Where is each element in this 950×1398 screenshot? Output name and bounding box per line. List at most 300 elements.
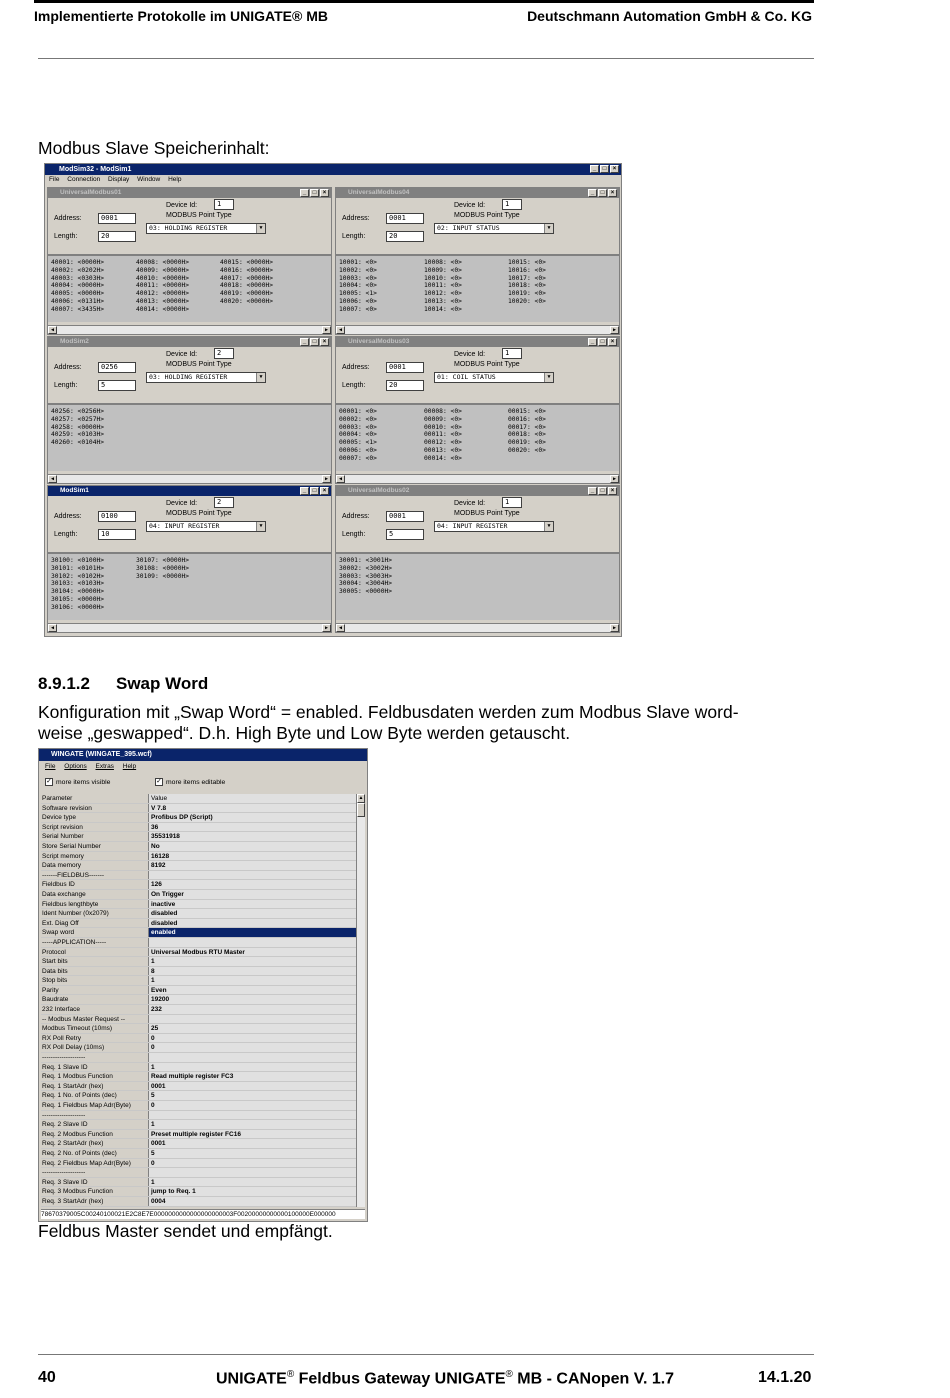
length-field[interactable]: 10 bbox=[98, 529, 136, 540]
point-type-select[interactable] bbox=[146, 372, 266, 383]
modsim-subwindow bbox=[47, 485, 332, 633]
parameter-name: -----APPLICATION----- bbox=[41, 938, 149, 947]
register-column: 30001: <3001H> 30002: <3002H> 30003: <3003H> 30004: <3004H> 30005: <0000H> bbox=[339, 557, 393, 596]
close-button[interactable]: × bbox=[608, 487, 617, 495]
parameter-name: Parameter bbox=[41, 794, 149, 803]
parameter-name: 232 Interface bbox=[41, 1005, 149, 1014]
parameter-value: Value bbox=[149, 794, 357, 803]
parameter-row[interactable] bbox=[41, 995, 357, 1005]
parameter-name: Serial Number bbox=[41, 832, 149, 841]
paragraph-line-2: weise „geswapped“. D.h. High Byte und Low Byte werden getauscht. bbox=[38, 723, 571, 743]
point-type-select[interactable] bbox=[434, 223, 554, 234]
address-label: Address: bbox=[342, 364, 370, 371]
length-label: Length: bbox=[342, 233, 366, 240]
footer-title bbox=[216, 1369, 674, 1388]
parameter-row[interactable] bbox=[41, 1024, 357, 1034]
parameter-row[interactable] bbox=[41, 986, 357, 996]
parameter-name: RX Poll Retry bbox=[41, 1034, 149, 1043]
minimize-button[interactable]: _ bbox=[590, 165, 599, 173]
maximize-button[interactable]: □ bbox=[598, 338, 607, 346]
parameter-row[interactable] bbox=[41, 919, 357, 929]
parameter-value[interactable] bbox=[149, 1168, 357, 1177]
menu-help[interactable]: Help bbox=[122, 763, 137, 770]
modsim-title-bar bbox=[45, 164, 621, 175]
subwindow-settings bbox=[48, 496, 331, 552]
device-id-label: Device Id: bbox=[454, 500, 486, 507]
length-field[interactable]: 5 bbox=[98, 380, 136, 391]
parameter-value[interactable]: 0 bbox=[149, 1043, 357, 1052]
parameter-name: Software revision bbox=[41, 804, 149, 813]
parameter-row[interactable] bbox=[41, 1005, 357, 1015]
parameter-row[interactable] bbox=[41, 957, 357, 967]
address-label: Address: bbox=[342, 513, 370, 520]
parameter-name: Parity bbox=[41, 986, 149, 995]
parameter-row[interactable] bbox=[41, 948, 357, 958]
footer-title-c: MB - CANopen V. 1.7 bbox=[512, 1370, 675, 1388]
minimize-button[interactable]: _ bbox=[300, 338, 309, 346]
wingate-menu-bar bbox=[39, 761, 367, 772]
maximize-button[interactable]: □ bbox=[598, 487, 607, 495]
parameter-value[interactable]: disabled bbox=[149, 909, 357, 918]
more-items-visible-checkbox[interactable] bbox=[45, 778, 110, 786]
parameter-name: -------------------- bbox=[41, 1168, 149, 1177]
close-button[interactable]: × bbox=[320, 487, 329, 495]
header-rule bbox=[34, 0, 814, 3]
parameter-row[interactable] bbox=[41, 1197, 357, 1207]
length-label: Length: bbox=[342, 382, 366, 389]
parameter-value[interactable]: Preset multiple register FC16 bbox=[149, 1130, 357, 1139]
chevron-down-icon: ▼ bbox=[544, 522, 553, 531]
parameter-value[interactable]: 16128 bbox=[149, 852, 357, 861]
parameter-row[interactable] bbox=[41, 804, 357, 814]
device-id-field[interactable]: 1 bbox=[502, 199, 522, 210]
parameter-name: Script revision bbox=[41, 823, 149, 832]
parameter-value[interactable]: 1 bbox=[149, 976, 357, 985]
subwindow-title-bar bbox=[336, 188, 619, 198]
scroll-left-icon[interactable]: ◀ bbox=[336, 475, 345, 483]
subwindow-title-bar bbox=[48, 337, 331, 347]
parameter-row[interactable] bbox=[41, 909, 357, 919]
close-button[interactable]: × bbox=[320, 189, 329, 197]
modsim-subwindow bbox=[47, 336, 332, 484]
menu-window[interactable]: Window bbox=[137, 176, 161, 183]
minimize-button[interactable]: _ bbox=[300, 487, 309, 495]
length-field[interactable]: 20 bbox=[386, 380, 424, 391]
more-items-editable-label: more items editable bbox=[166, 778, 226, 786]
parameter-name: Stop bits bbox=[41, 976, 149, 985]
minimize-button[interactable]: _ bbox=[588, 189, 597, 197]
subwindow-settings bbox=[336, 347, 619, 403]
length-field[interactable]: 5 bbox=[386, 529, 424, 540]
registered-mark: ® bbox=[286, 1369, 295, 1380]
parameter-name: -------------------- bbox=[41, 1111, 149, 1120]
parameter-row[interactable] bbox=[41, 976, 357, 986]
parameter-row[interactable] bbox=[41, 1043, 357, 1053]
maximize-button[interactable]: □ bbox=[598, 189, 607, 197]
parameter-name: Fieldbus ID bbox=[41, 880, 149, 889]
close-button[interactable]: × bbox=[320, 338, 329, 346]
parameter-value[interactable]: 232 bbox=[149, 1005, 357, 1014]
length-field[interactable]: 20 bbox=[386, 231, 424, 242]
options-row bbox=[39, 772, 367, 793]
menu-help[interactable]: Help bbox=[168, 176, 182, 183]
point-type-select[interactable] bbox=[434, 521, 554, 532]
scroll-left-icon[interactable]: ◀ bbox=[48, 326, 57, 334]
subwindow-title: UniversalModbus03 bbox=[348, 338, 410, 345]
parameter-row[interactable] bbox=[41, 1187, 357, 1197]
parameter-row[interactable] bbox=[41, 1120, 357, 1130]
modsim-subwindow bbox=[335, 485, 620, 633]
length-label: Length: bbox=[54, 531, 78, 538]
parameter-value[interactable]: 0004 bbox=[149, 1197, 357, 1206]
length-field[interactable]: 20 bbox=[98, 231, 136, 242]
parameter-value[interactable]: 0001 bbox=[149, 1082, 357, 1091]
footer-title-b: Feldbus Gateway UNIGATE bbox=[294, 1370, 506, 1388]
parameter-row[interactable] bbox=[41, 938, 357, 948]
parameter-value[interactable]: disabled bbox=[149, 919, 357, 928]
paragraph-line-1: Konfiguration mit „Swap Word“ = enabled. Feldbusdaten werden zum Modbus Slave word- bbox=[38, 702, 739, 722]
parameter-value[interactable]: 35531918 bbox=[149, 832, 357, 841]
header-right: Deutschmann Automation GmbH & Co. KG bbox=[527, 8, 812, 24]
footer-title-a: UNIGATE bbox=[216, 1370, 287, 1388]
parameter-name: Req. 3 StartAdr (hex) bbox=[41, 1197, 149, 1206]
address-field[interactable]: 0256 bbox=[98, 362, 136, 373]
parameter-value[interactable] bbox=[149, 871, 357, 880]
parameter-value[interactable]: Even bbox=[149, 986, 357, 995]
parameter-row[interactable] bbox=[41, 1168, 357, 1178]
registered-mark: ® bbox=[505, 1369, 513, 1380]
page-number: 40 bbox=[38, 1369, 56, 1386]
parameter-value[interactable]: 36 bbox=[149, 823, 357, 832]
parameter-row[interactable] bbox=[41, 813, 357, 823]
register-column: 00001: <0> 00002: <0> 00003: <0> 00004: <0> 00005: <1> 00006: <0> 00007: <0> bbox=[339, 408, 377, 462]
scroll-left-icon[interactable]: ◀ bbox=[336, 624, 345, 632]
parameter-value[interactable]: 1 bbox=[149, 957, 357, 966]
check-icon: ✓ bbox=[156, 778, 162, 785]
parameter-value[interactable]: jump to Req. 1 bbox=[149, 1187, 357, 1196]
section-title: Swap Word bbox=[116, 674, 209, 693]
parameter-value[interactable]: V 7.8 bbox=[149, 804, 357, 813]
address-field[interactable]: 0001 bbox=[386, 362, 424, 373]
minimize-button[interactable]: _ bbox=[300, 189, 309, 197]
length-label: Length: bbox=[54, 233, 78, 240]
parameter-value[interactable]: Read multiple register FC3 bbox=[149, 1072, 357, 1081]
parameter-row[interactable] bbox=[41, 1091, 357, 1101]
header-separator bbox=[38, 58, 814, 59]
parameter-value[interactable] bbox=[149, 938, 357, 947]
close-button[interactable]: × bbox=[608, 189, 617, 197]
parameter-name: RX Poll Delay (10ms) bbox=[41, 1043, 149, 1052]
modsim-window bbox=[44, 163, 622, 637]
address-field[interactable]: 0001 bbox=[386, 511, 424, 522]
parameter-row[interactable] bbox=[41, 1072, 357, 1082]
parameter-row[interactable] bbox=[41, 1101, 357, 1111]
parameter-value[interactable] bbox=[149, 1053, 357, 1062]
parameter-row[interactable] bbox=[41, 1082, 357, 1092]
parameter-value[interactable]: 5 bbox=[149, 1149, 357, 1158]
section-number: 8.9.1.2 bbox=[38, 674, 90, 693]
menu-file[interactable]: File bbox=[49, 176, 60, 183]
parameter-name: Data bits bbox=[41, 967, 149, 976]
section-heading bbox=[38, 674, 208, 694]
parameter-value[interactable]: 126 bbox=[149, 880, 357, 889]
point-type-select[interactable] bbox=[146, 521, 266, 532]
horizontal-scrollbar[interactable] bbox=[48, 325, 331, 334]
parameter-row[interactable] bbox=[41, 900, 357, 910]
length-label: Length: bbox=[342, 531, 366, 538]
parameter-value[interactable]: 1 bbox=[149, 1178, 357, 1187]
address-label: Address: bbox=[54, 513, 82, 520]
point-type-label: MODBUS Point Type bbox=[166, 510, 232, 517]
parameter-name: Fieldbus lengthbyte bbox=[41, 900, 149, 909]
parameter-value[interactable]: Profibus DP (Script) bbox=[149, 813, 357, 822]
chevron-down-icon: ▼ bbox=[256, 522, 265, 531]
parameter-value[interactable]: inactive bbox=[149, 900, 357, 909]
horizontal-scrollbar[interactable] bbox=[336, 474, 619, 483]
parameter-value[interactable]: 5 bbox=[149, 1091, 357, 1100]
parameter-name: Ident Number (0x2079) bbox=[41, 909, 149, 918]
register-column: 00008: <0> 00009: <0> 00010: <0> 00011: <0> 00012: <0> 00013: <0> 00014: <0> bbox=[424, 408, 462, 462]
point-type-value: 03: HOLDING REGISTER bbox=[149, 373, 228, 381]
device-id-label: Device Id: bbox=[454, 202, 486, 209]
minimize-button[interactable]: _ bbox=[588, 338, 597, 346]
subwindow-settings bbox=[48, 198, 331, 254]
parameter-name: Req. 2 Modbus Function bbox=[41, 1130, 149, 1139]
parameter-row[interactable] bbox=[41, 967, 357, 977]
parameter-value[interactable]: On Trigger bbox=[149, 890, 357, 899]
scroll-left-icon[interactable]: ◀ bbox=[48, 475, 57, 483]
chevron-down-icon: ▼ bbox=[256, 224, 265, 233]
register-column: 30107: <0000H> 30108: <0000H> 30109: <0000H> bbox=[136, 557, 190, 580]
address-label: Address: bbox=[54, 215, 82, 222]
parameter-name: Req. 2 StartAdr (hex) bbox=[41, 1139, 149, 1148]
chevron-down-icon: ▼ bbox=[256, 373, 265, 382]
parameter-row[interactable] bbox=[41, 890, 357, 900]
parameter-row[interactable] bbox=[41, 852, 357, 862]
scroll-right-icon[interactable]: ▶ bbox=[610, 475, 619, 483]
subwindow-title: UniversalModbus01 bbox=[60, 189, 122, 196]
footer-date: 14.1.20 bbox=[758, 1369, 812, 1386]
parameter-row[interactable] bbox=[41, 1159, 357, 1169]
parameter-value[interactable]: Universal Modbus RTU Master bbox=[149, 948, 357, 957]
horizontal-scrollbar[interactable] bbox=[48, 474, 331, 483]
grid-header-row bbox=[41, 794, 357, 804]
parameter-row[interactable] bbox=[41, 1063, 357, 1073]
register-column: 10008: <0> 10009: <0> 10010: <0> 10011: <0> 10012: <0> 10013: <0> 10014: <0> bbox=[424, 259, 462, 313]
parameter-name: Modbus Timeout (10ms) bbox=[41, 1024, 149, 1033]
point-type-value: 01: COIL STATUS bbox=[437, 373, 496, 381]
parameter-name: -- Modbus Master Request -- bbox=[41, 1015, 149, 1024]
device-id-label: Device Id: bbox=[454, 351, 486, 358]
maximize-button[interactable]: □ bbox=[310, 338, 319, 346]
parameter-name: Req. 1 No. of Points (dec) bbox=[41, 1091, 149, 1100]
menu-file[interactable]: File bbox=[45, 763, 56, 770]
wingate-title-bar bbox=[39, 749, 367, 761]
more-items-editable-checkbox[interactable] bbox=[155, 778, 225, 786]
more-items-visible-label: more items visible bbox=[56, 778, 111, 786]
register-column: 10015: <0> 10016: <0> 10017: <0> 10018: <0> 10019: <0> 10020: <0> bbox=[508, 259, 546, 305]
parameter-value[interactable]: No bbox=[149, 842, 357, 851]
menu-display[interactable]: Display bbox=[108, 176, 130, 183]
modsim-subwindow bbox=[47, 187, 332, 335]
maximize-button[interactable]: □ bbox=[600, 165, 609, 173]
length-label: Length: bbox=[54, 382, 78, 389]
horizontal-scrollbar[interactable] bbox=[48, 623, 331, 632]
parameter-name: Script memory bbox=[41, 852, 149, 861]
menu-options[interactable]: Options bbox=[64, 763, 87, 770]
register-column: 40001: <0000H> 40002: <0202H> 40003: <0303H> 40004: <0000H> 40005: <0000H> 40006: <0131H> 40007: <3435H> bbox=[51, 259, 105, 313]
address-field[interactable]: 0001 bbox=[386, 213, 424, 224]
point-type-value: 04: INPUT REGISTER bbox=[437, 522, 508, 530]
parameter-name: -------FIELDBUS------- bbox=[41, 871, 149, 880]
register-values bbox=[336, 552, 619, 620]
parameter-value[interactable] bbox=[149, 1015, 357, 1024]
address-label: Address: bbox=[342, 215, 370, 222]
parameter-name: Start bits bbox=[41, 957, 149, 966]
footer-separator bbox=[38, 1354, 814, 1355]
scroll-left-icon[interactable]: ◀ bbox=[336, 326, 345, 334]
parameter-value[interactable]: 0 bbox=[149, 1101, 357, 1110]
register-column: 40008: <0000H> 40009: <0000H> 40010: <0000H> 40011: <0000H> 40012: <0000H> 40013: <0000H> 40014: <0000H> bbox=[136, 259, 190, 313]
parameter-value[interactable]: 25 bbox=[149, 1024, 357, 1033]
parameter-row[interactable] bbox=[41, 1053, 357, 1063]
point-type-label: MODBUS Point Type bbox=[454, 361, 520, 368]
parameter-value[interactable] bbox=[149, 1111, 357, 1120]
parameter-row[interactable] bbox=[41, 832, 357, 842]
header-left: Implementierte Protokolle im UNIGATE® MB bbox=[34, 8, 328, 24]
parameter-name: Store Serial Number bbox=[41, 842, 149, 851]
device-id-field[interactable]: 2 bbox=[214, 348, 234, 359]
register-column: 40015: <0000H> 40016: <0000H> 40017: <0000H> 40018: <0000H> 40019: <0000H> 40020: <0000H> bbox=[220, 259, 274, 305]
parameter-row[interactable] bbox=[41, 1111, 357, 1121]
status-line: 78670379005C00240100021E2C8E7E0000000000000000000003F00200000000000100000E000000 bbox=[41, 1209, 365, 1219]
parameter-row[interactable] bbox=[41, 842, 357, 852]
subwindow-settings bbox=[336, 496, 619, 552]
point-type-label: MODBUS Point Type bbox=[454, 212, 520, 219]
parameter-value[interactable]: 0001 bbox=[149, 1139, 357, 1148]
point-type-label: MODBUS Point Type bbox=[166, 212, 232, 219]
parameter-row[interactable] bbox=[41, 1178, 357, 1188]
modsim-menu-bar bbox=[45, 175, 621, 185]
menu-extras[interactable]: Extras bbox=[95, 763, 114, 770]
scroll-right-icon[interactable]: ▶ bbox=[610, 326, 619, 334]
subwindow-title-bar bbox=[48, 188, 331, 198]
intro-label: Modbus Slave Speicherinhalt: bbox=[38, 138, 270, 158]
point-type-select[interactable] bbox=[434, 372, 554, 383]
parameter-name: Data memory bbox=[41, 861, 149, 870]
subwindow-settings bbox=[336, 198, 619, 254]
modsim-subwindow bbox=[335, 336, 620, 484]
device-id-field[interactable]: 1 bbox=[502, 497, 522, 508]
parameter-value[interactable]: 0 bbox=[149, 1159, 357, 1168]
modsim-subwindow bbox=[335, 187, 620, 335]
subwindow-title: ModSim2 bbox=[60, 338, 89, 345]
parameter-row[interactable] bbox=[41, 1130, 357, 1140]
parameter-name: Req. 3 Slave ID bbox=[41, 1178, 149, 1187]
parameter-value[interactable]: enabled bbox=[149, 928, 357, 937]
parameter-row[interactable] bbox=[41, 928, 357, 938]
device-id-label: Device Id: bbox=[166, 500, 198, 507]
parameter-row[interactable] bbox=[41, 1034, 357, 1044]
modsim-title: ModSim32 - ModSim1 bbox=[59, 166, 132, 173]
chevron-down-icon: ▼ bbox=[544, 224, 553, 233]
point-type-value: 03: HOLDING REGISTER bbox=[149, 224, 228, 232]
register-values bbox=[336, 403, 619, 471]
parameter-name: -------------------- bbox=[41, 1053, 149, 1062]
parameter-name: Swap word bbox=[41, 928, 149, 937]
parameter-row[interactable] bbox=[41, 861, 357, 871]
check-icon: ✓ bbox=[46, 778, 52, 785]
parameter-name: Req. 1 Modbus Function bbox=[41, 1072, 149, 1081]
parameter-name: Device type bbox=[41, 813, 149, 822]
parameter-value[interactable]: 8 bbox=[149, 967, 357, 976]
closing-text: Feldbus Master sendet und empfängt. bbox=[38, 1221, 333, 1241]
parameter-value[interactable]: 1 bbox=[149, 1120, 357, 1129]
scroll-up-icon[interactable]: ▲ bbox=[358, 795, 364, 801]
register-column: 00015: <0> 00016: <0> 00017: <0> 00018: <0> 00019: <0> 00020: <0> bbox=[508, 408, 546, 454]
device-id-field[interactable]: 1 bbox=[502, 348, 522, 359]
subwindow-title-bar bbox=[48, 486, 331, 496]
point-type-label: MODBUS Point Type bbox=[454, 510, 520, 517]
device-id-field[interactable]: 2 bbox=[214, 497, 234, 508]
scroll-right-icon[interactable]: ▶ bbox=[322, 326, 331, 334]
parameter-value[interactable]: 19200 bbox=[149, 995, 357, 1004]
register-values bbox=[48, 254, 331, 322]
point-type-value: 02: INPUT STATUS bbox=[437, 224, 500, 232]
parameter-name: Req. 2 Slave ID bbox=[41, 1120, 149, 1129]
parameter-row[interactable] bbox=[41, 880, 357, 890]
parameter-row[interactable] bbox=[41, 871, 357, 881]
register-values bbox=[48, 403, 331, 471]
parameter-row[interactable] bbox=[41, 823, 357, 833]
vertical-scrollbar[interactable] bbox=[356, 794, 365, 1207]
parameter-value[interactable]: 0 bbox=[149, 1034, 357, 1043]
maximize-button[interactable]: □ bbox=[310, 487, 319, 495]
parameter-row[interactable] bbox=[41, 1015, 357, 1025]
parameter-row[interactable] bbox=[41, 1139, 357, 1149]
parameter-value[interactable]: 1 bbox=[149, 1063, 357, 1072]
parameter-row[interactable] bbox=[41, 1149, 357, 1159]
close-button[interactable]: × bbox=[608, 338, 617, 346]
close-button[interactable]: × bbox=[610, 165, 619, 173]
horizontal-scrollbar[interactable] bbox=[336, 623, 619, 632]
parameter-name: Ext. Diag Off bbox=[41, 919, 149, 928]
parameter-value[interactable]: 8192 bbox=[149, 861, 357, 870]
scroll-thumb[interactable] bbox=[357, 803, 365, 817]
register-values bbox=[336, 254, 619, 322]
menu-connection[interactable]: Connection bbox=[67, 176, 101, 183]
subwindow-title-bar bbox=[336, 337, 619, 347]
subwindow-title: UniversalModbus04 bbox=[348, 189, 410, 196]
register-column: 10001: <0> 10002: <0> 10003: <0> 10004: <0> 10005: <1> 10006: <0> 10007: <0> bbox=[339, 259, 377, 313]
parameter-name: Req. 1 StartAdr (hex) bbox=[41, 1082, 149, 1091]
device-id-field[interactable]: 1 bbox=[214, 199, 234, 210]
register-column: 40256: <0256H> 40257: <0257H> 40258: <0000H> 40259: <0103H> 40260: <0104H> bbox=[51, 408, 105, 447]
point-type-select[interactable] bbox=[146, 223, 266, 234]
scroll-right-icon[interactable]: ▶ bbox=[322, 624, 331, 632]
address-field[interactable]: 0001 bbox=[98, 213, 136, 224]
point-type-label: MODBUS Point Type bbox=[166, 361, 232, 368]
wingate-window bbox=[38, 748, 368, 1222]
maximize-button[interactable]: □ bbox=[310, 189, 319, 197]
minimize-button[interactable]: _ bbox=[588, 487, 597, 495]
scroll-right-icon[interactable]: ▶ bbox=[610, 624, 619, 632]
scroll-left-icon[interactable]: ◀ bbox=[48, 624, 57, 632]
scroll-right-icon[interactable]: ▶ bbox=[322, 475, 331, 483]
wingate-title: WINGATE (WINGATE_395.wcf) bbox=[51, 751, 152, 758]
horizontal-scrollbar[interactable] bbox=[336, 325, 619, 334]
address-field[interactable]: 0100 bbox=[98, 511, 136, 522]
